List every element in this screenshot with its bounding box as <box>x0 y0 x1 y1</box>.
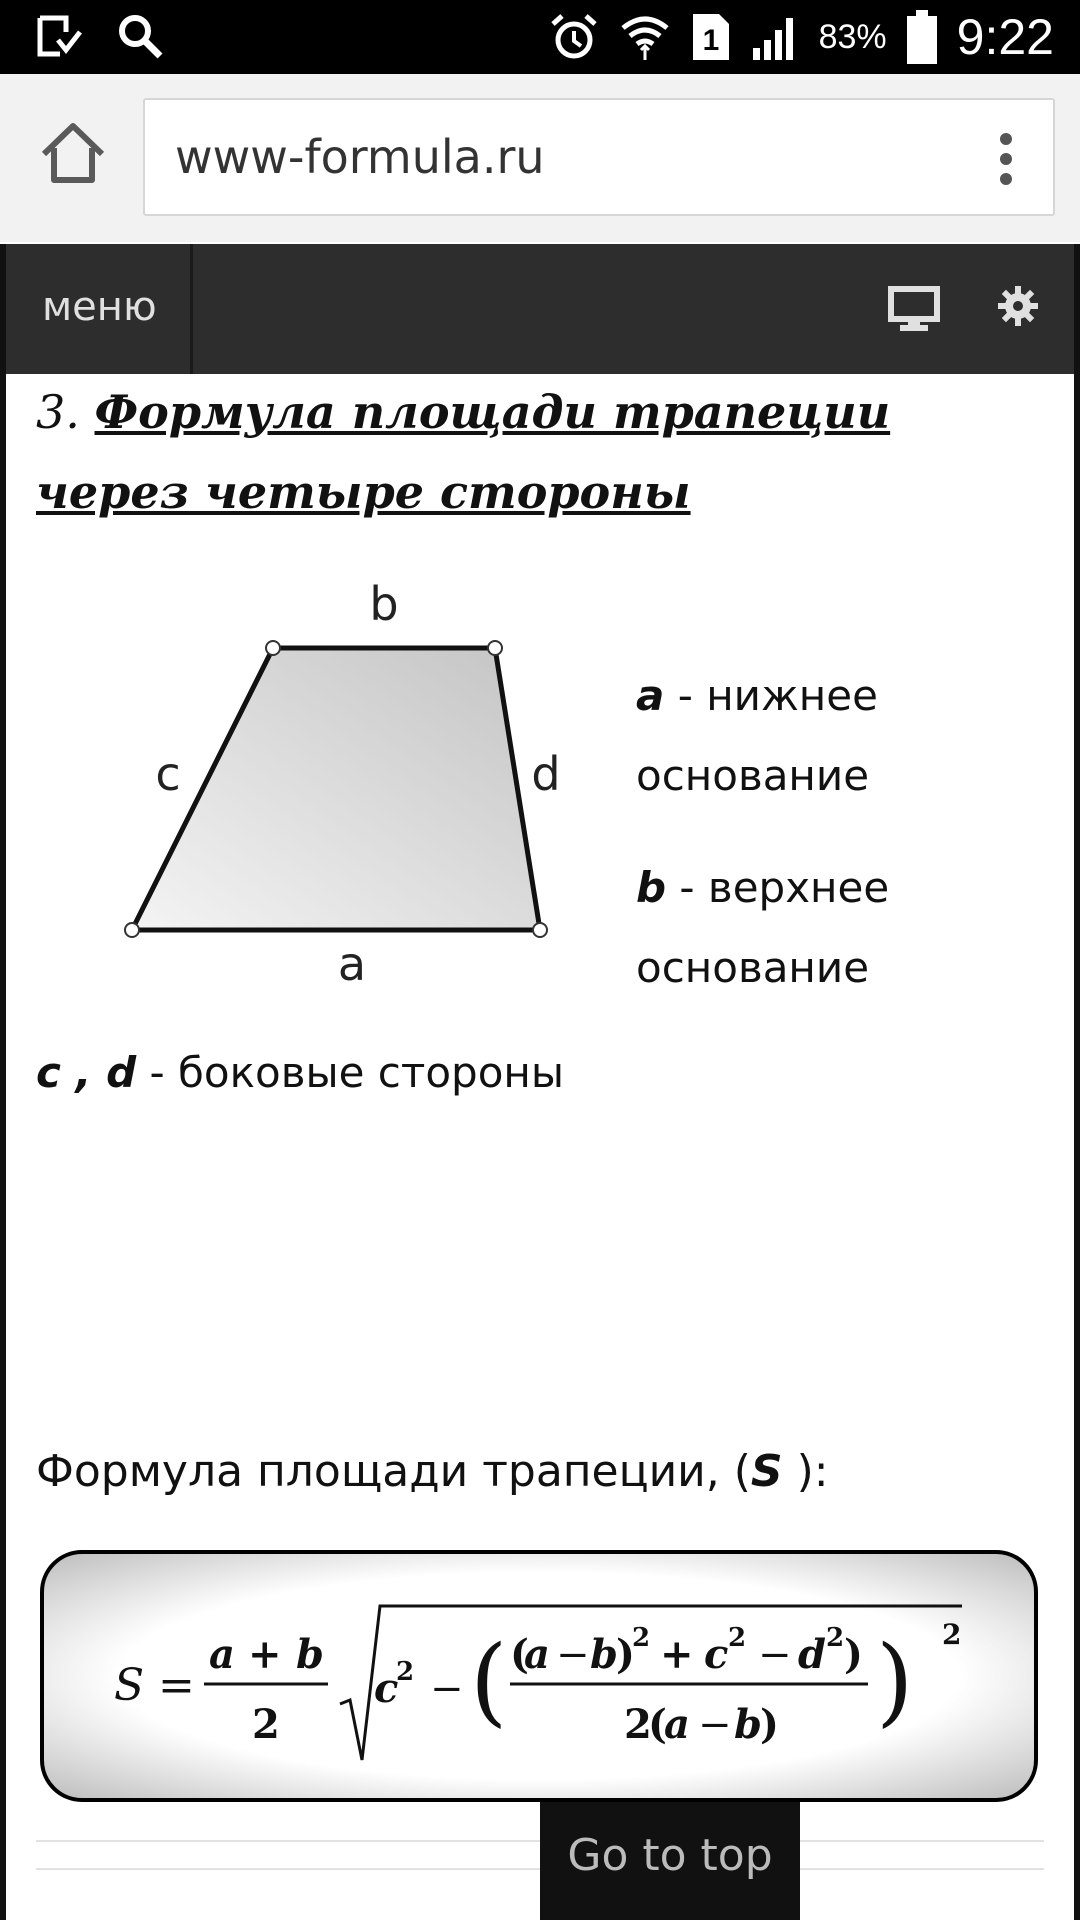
svg-text:2: 2 <box>396 1657 415 1687</box>
address-bar[interactable] <box>143 98 1055 216</box>
svg-text:+: + <box>248 1631 282 1678</box>
svg-text:): ) <box>876 1625 914 1737</box>
legend-symbol-b: b <box>636 863 667 912</box>
formula-label-suffix: ): <box>782 1446 829 1497</box>
sim-icon <box>691 12 731 62</box>
svg-text:(: ( <box>470 1625 508 1737</box>
svg-text:+: + <box>660 1631 694 1678</box>
svg-text:a: a <box>209 1631 235 1678</box>
svg-text:): ) <box>616 1631 635 1678</box>
svg-text:2: 2 <box>624 1701 652 1748</box>
svg-text:2: 2 <box>826 1623 845 1653</box>
svg-text:2: 2 <box>632 1623 651 1653</box>
vertex-top-right <box>488 641 502 655</box>
svg-text:): ) <box>760 1701 779 1748</box>
site-navbar <box>6 244 1074 374</box>
svg-text:c: c <box>704 1631 729 1678</box>
menu-button[interactable] <box>6 244 193 374</box>
svg-text:=: = <box>158 1660 195 1711</box>
trapezoid-shape <box>132 648 540 930</box>
vertex-bottom-right <box>533 923 547 937</box>
legend-text-a: - нижнее основание <box>636 671 878 800</box>
svg-text:b: b <box>296 1631 324 1678</box>
section-heading <box>36 372 1026 532</box>
browser-toolbar <box>0 74 1080 242</box>
svg-text:−: − <box>758 1632 792 1678</box>
battery-percent: 83% <box>818 17 887 56</box>
formula-label-prefix: Формула площади трапеции, ( <box>36 1446 751 1497</box>
svg-text:c: c <box>374 1665 399 1712</box>
sim-slot-number: 1 <box>702 24 719 57</box>
signal-icon <box>751 14 799 60</box>
svg-text:a: a <box>664 1701 690 1748</box>
label-b: b <box>369 577 399 631</box>
svg-text:−: − <box>698 1702 732 1748</box>
go-to-top-button[interactable]: Go to top <box>540 1802 800 1920</box>
clock-time: 9:22 <box>956 9 1054 65</box>
svg-text:a: a <box>524 1631 550 1678</box>
svg-text:2: 2 <box>942 1618 962 1651</box>
label-d: d <box>531 747 561 801</box>
status-bar <box>0 0 1080 74</box>
legend-item-a <box>636 656 1036 816</box>
variable-legend <box>636 656 1036 1040</box>
legend-symbol-a: a <box>636 671 665 720</box>
svg-text:(: ( <box>648 1701 667 1748</box>
svg-text:b: b <box>734 1701 762 1748</box>
search-icon <box>116 12 164 60</box>
legend-text-cd: - боковые стороны <box>136 1048 565 1097</box>
formula-label-symbol: S <box>750 1446 783 1497</box>
vertex-bottom-left <box>125 923 139 937</box>
svg-text:S: S <box>114 1660 145 1711</box>
svg-text:−: − <box>430 1666 464 1712</box>
section-title-link[interactable]: Формула площади трапеции через четыре стороны <box>36 385 891 519</box>
settings-gear-icon[interactable] <box>998 286 1038 326</box>
svg-text:): ) <box>844 1631 863 1678</box>
trapezoid-diagram <box>110 570 580 1000</box>
area-formula-graphic <box>44 1554 1034 1798</box>
svg-text:2: 2 <box>728 1623 747 1653</box>
legend-item-b <box>636 848 1036 1008</box>
desktop-version-icon[interactable] <box>888 286 940 332</box>
page-border-right <box>1074 244 1080 1920</box>
svg-text:−: − <box>556 1632 590 1678</box>
legend-symbol-cd: c , d <box>36 1048 137 1097</box>
alarm-icon <box>549 12 599 62</box>
label-a: a <box>337 937 367 991</box>
formula-label <box>36 1446 829 1497</box>
section-number: 3. <box>36 385 80 439</box>
svg-text:b: b <box>590 1631 618 1678</box>
legend-text-b: - верхнее основание <box>636 863 890 992</box>
vertex-top-left <box>266 641 280 655</box>
legend-item-cd <box>36 1048 564 1097</box>
url-text[interactable]: www-formula.ru <box>175 130 545 184</box>
page-border-left <box>0 244 6 1920</box>
wifi-icon <box>619 12 671 62</box>
download-icon <box>36 12 82 60</box>
battery-icon <box>907 10 937 64</box>
menu-label: меню <box>42 284 157 330</box>
svg-text:(: ( <box>510 1631 529 1678</box>
formula-image <box>40 1550 1038 1802</box>
label-c: c <box>155 747 181 801</box>
svg-text:2: 2 <box>252 1701 280 1748</box>
svg-text:d: d <box>798 1631 826 1678</box>
overflow-menu-icon[interactable] <box>999 132 1013 186</box>
home-icon[interactable] <box>38 118 108 188</box>
